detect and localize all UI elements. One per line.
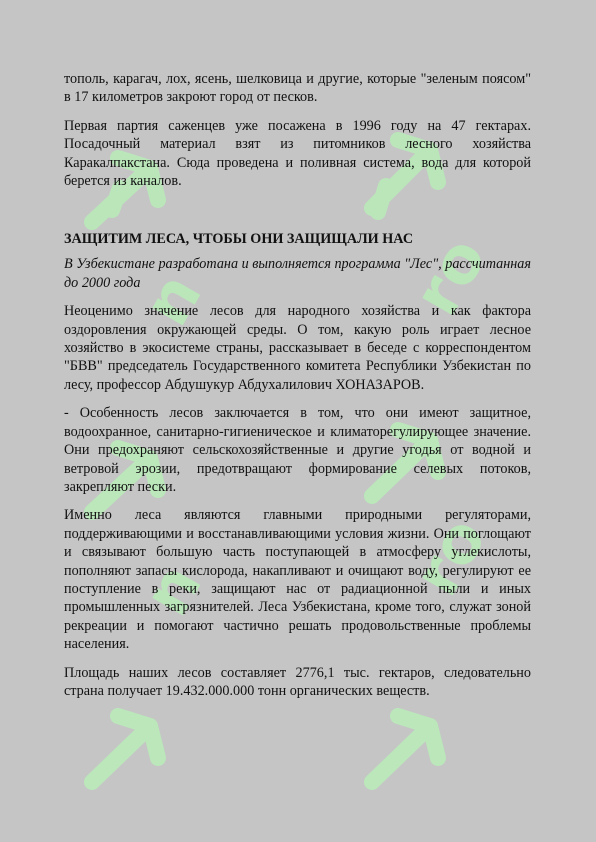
- article-lead: В Узбекистане разработана и выполняется программа "Лес", рассчитанная до 2000 года: [64, 256, 531, 291]
- paragraph: - Особенность лесов заключается в том, что они имеют защитное, водоохранное, санитарно-гигиеническое и климаторегулирующее значение. Они предохраняют сельскохозяйственные и другие угодья от водной и ветровой эрозии, предотвращают формирование селевых потоков, закрепляют пески.: [64, 405, 531, 495]
- svg-text:ro: ro: [399, 505, 502, 608]
- article-body: [64, 70, 531, 710]
- paragraph: Первая партия саженцев уже посажена в 1996 году на 47 гектарах. Посадочный материал взят из питомников лесного хозяйства Каракалпакстана. Сюда проведена и поливная система, вода для которой берется из каналов.: [64, 117, 531, 190]
- paragraph: тополь, карагач, лох, ясень, шелковица и другие, которые "зеленым поясом" в 17 километров закроют город от песков.: [64, 71, 531, 106]
- paragraph: Неоценимо значение лесов для народного хозяйства и как фактора оздоровления окружающей среды. О том, какую роль играет лесное хозяйство в экосистеме страны, рассказывает в беседе с корреспондентом "БВВ" председатель Государственного комитета Республики Узбекистан по лесу, профессор Абдушукур Абдухалилович ХОНАЗАРОВ.: [64, 303, 531, 393]
- svg-text:ro: ro: [399, 225, 502, 328]
- paragraph: Площадь наших лесов составляет 2776,1 тыс. гектаров, следовательно страна получает 19.432.000.000 тонн органических веществ.: [64, 664, 531, 699]
- svg-text:n: n: [129, 261, 217, 338]
- paragraph: Именно леса являются главными природными регуляторами, поддерживающими и восстанавливающими условия жизни. Они поглощают и связывают большую часть поступающей в атмосферу углекислоты, пополняют запасы кислорода, накапливают и очищают воду, регулируют ее поступление в реки, защищают нас от радиационной пыли и иных промышленных загрязнителей. Леса Узбекистана, кроме того, служат зоной рекреации и помогают частично решать продовольственные проблемы населения.: [64, 507, 531, 653]
- svg-text:n: n: [129, 551, 217, 628]
- article-heading: ЗАЩИТИМ ЛЕСА, ЧТОБЫ ОНИ ЗАЩИЩАЛИ НАС: [64, 231, 414, 248]
